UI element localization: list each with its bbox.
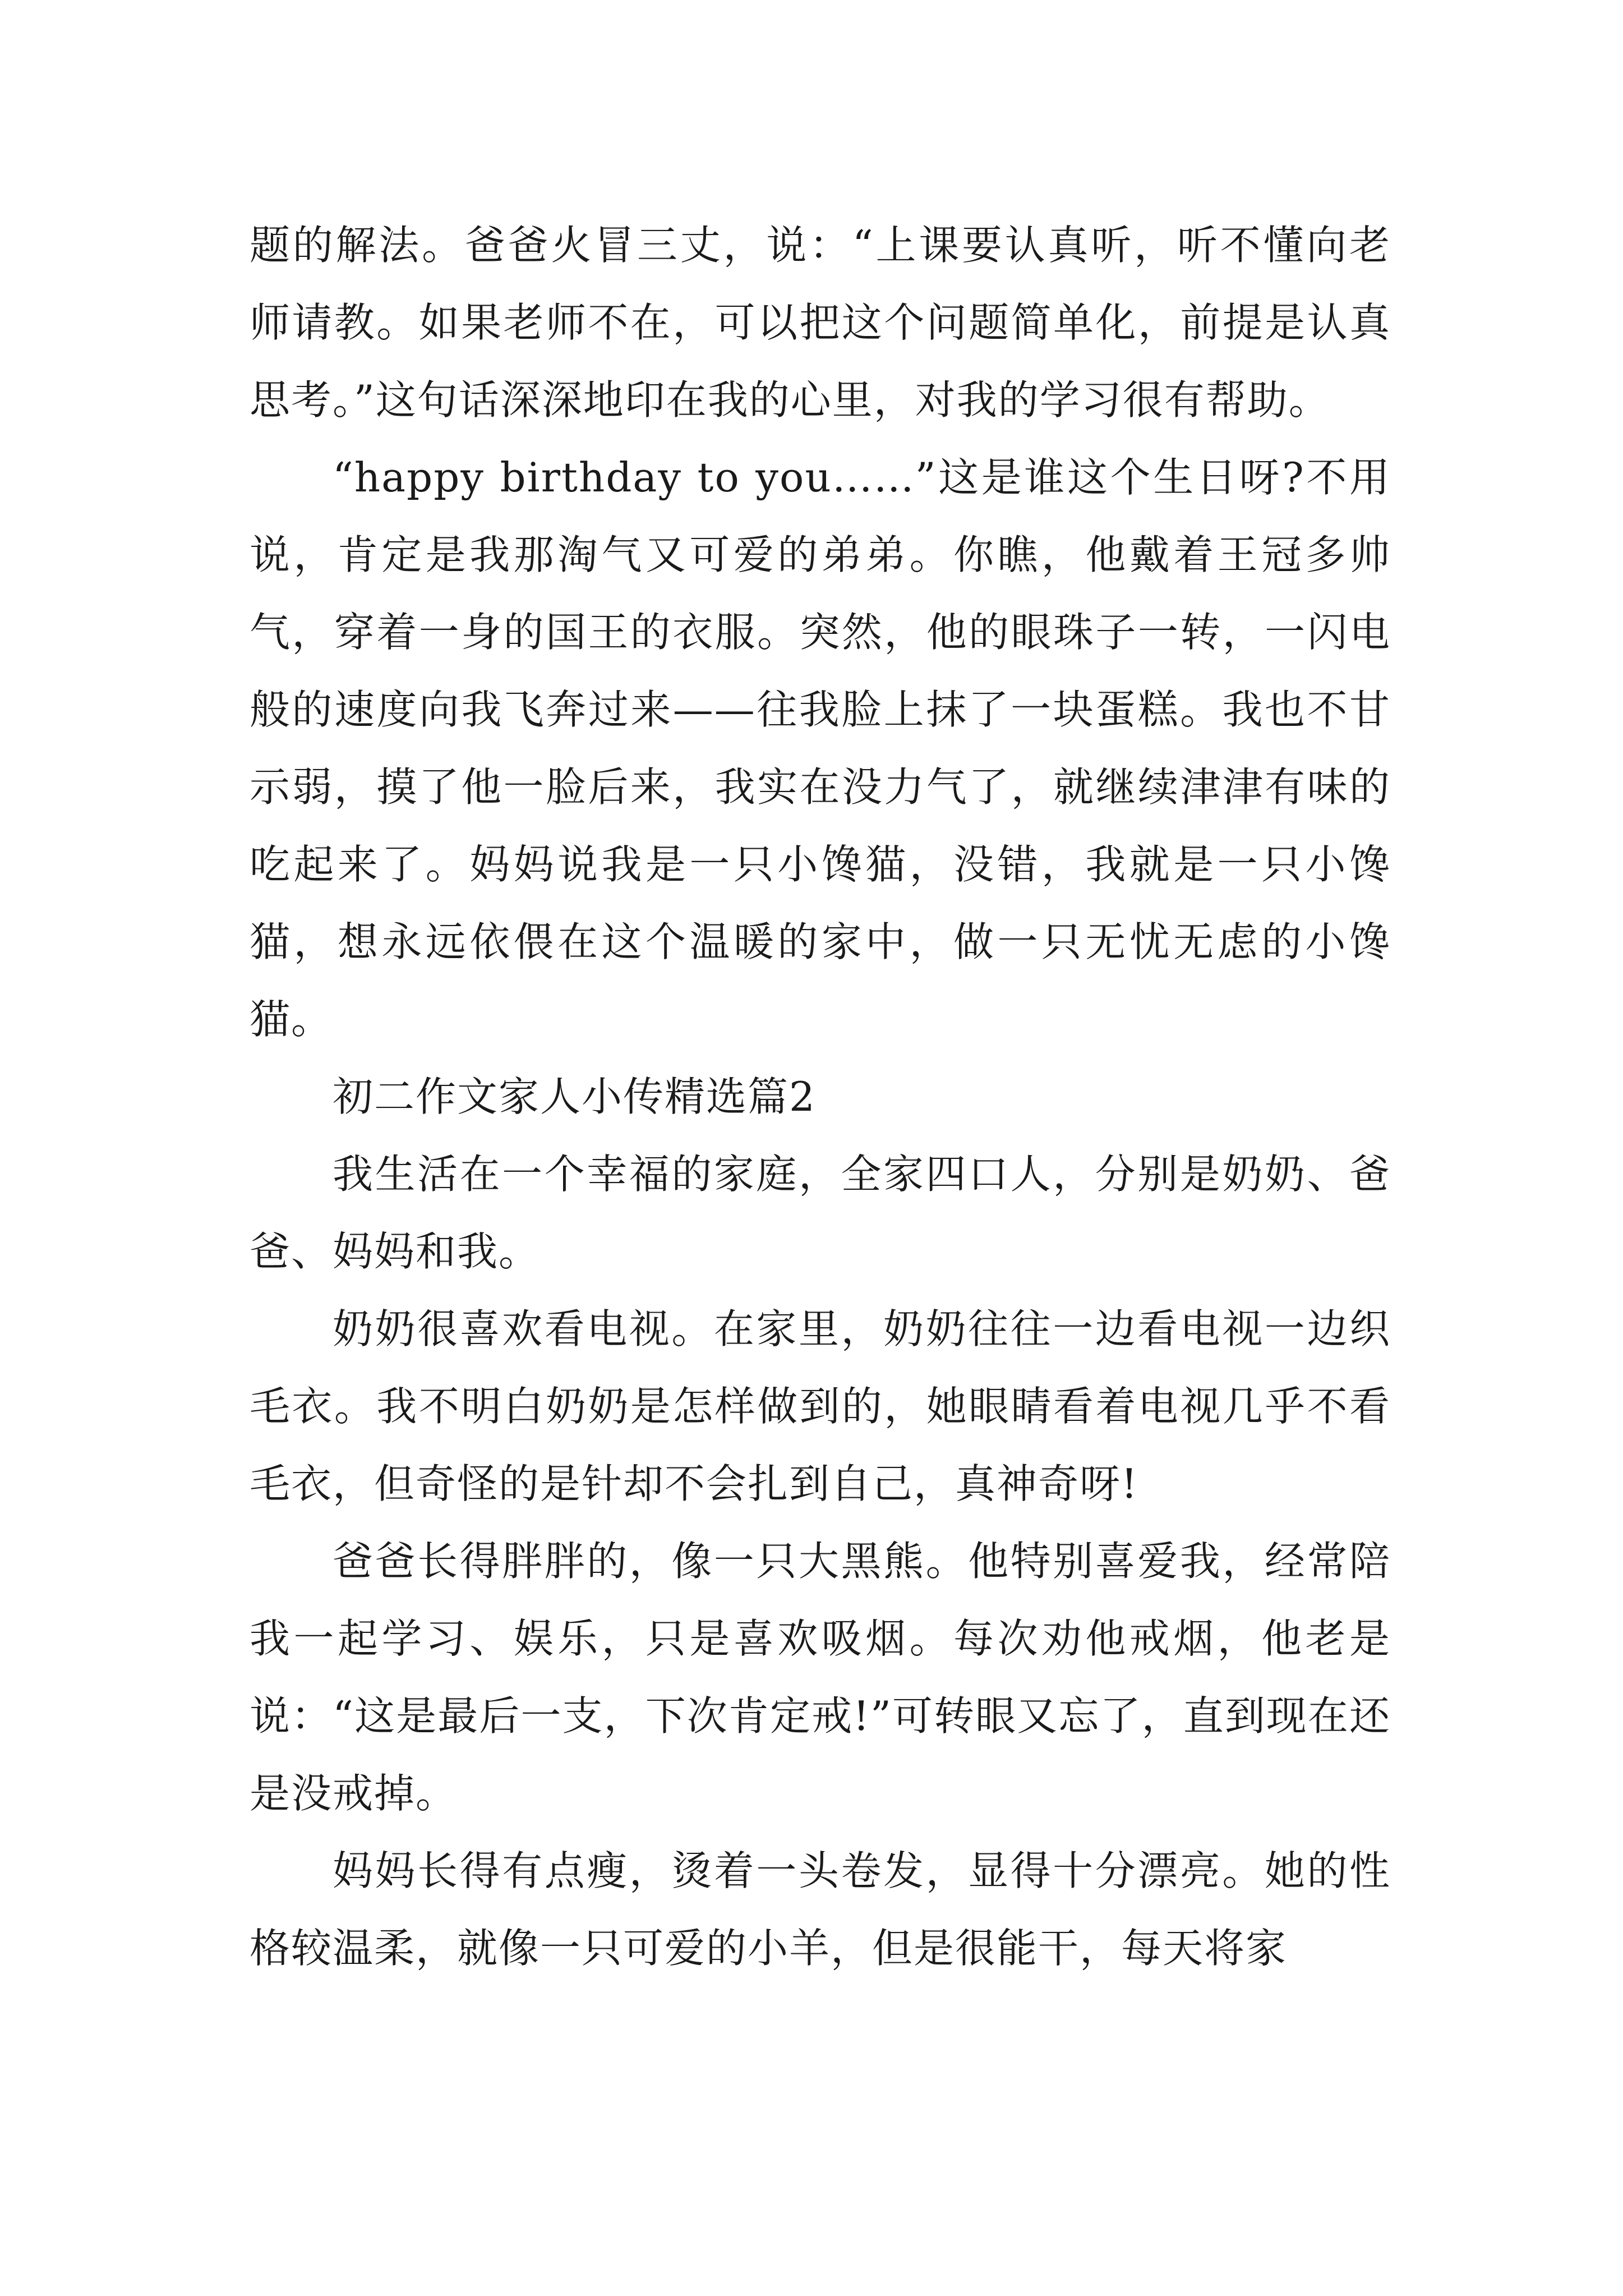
paragraph-grandma: 奶奶很喜欢看电视。在家里，奶奶往往一边看电视一边织毛衣。我不明白奶奶是怎样做到的，她眼睛看着电视几乎不看毛衣，但奇怪的是针却不会扎到自己，真神奇呀!: [250, 1305, 1391, 1507]
document-body: [250, 206, 1391, 1987]
paragraph-continuation: 题的解法。爸爸火冒三丈，说：“上课要认真听，听不懂向老师请教。如果老师不在，可以把这个问题简单化，前提是认真思考。”这句话深深地印在我的心里，对我的学习很有帮助。: [250, 222, 1391, 424]
paragraph-dad: 爸爸长得胖胖的，像一只大黑熊。他特别喜爱我，经常陪我一起学习、娱乐，只是喜欢吸烟。每次劝他戒烟，他老是说：“这是最后一支，下次肯定戒!”可转眼又忘了，直到现在还是没戒掉。: [250, 1538, 1391, 1817]
section-heading: 初二作文家人小传精选篇2: [333, 1073, 816, 1120]
paragraph-mom: 妈妈长得有点瘦，烫着一头卷发，显得十分漂亮。她的性格较温柔，就像一只可爱的小羊，但是很能干，每天将家: [250, 1847, 1391, 1972]
paragraph-birthday: “happy birthday to you……”这是谁这个生日呀?不用说，肯定是我那淘气又可爱的弟弟。你瞧，他戴着王冠多帅气，穿着一身的国王的衣服。突然，他的眼珠子一转，一闪电般的速度向我飞奔过来——往我脸上抹了一块蛋糕。我也不甘示弱，摸了他一脸后来，我实在没力气了，就继续津津有味的吃起来了。妈妈说我是一只小馋猫，没错，我就是一只小馋猫，想永远依偎在这个温暖的家中，做一只无忧无虑的小馋猫。: [250, 454, 1391, 1043]
paragraph-family-intro: 我生活在一个幸福的家庭，全家四口人，分别是奶奶、爸爸、妈妈和我。: [250, 1151, 1391, 1275]
